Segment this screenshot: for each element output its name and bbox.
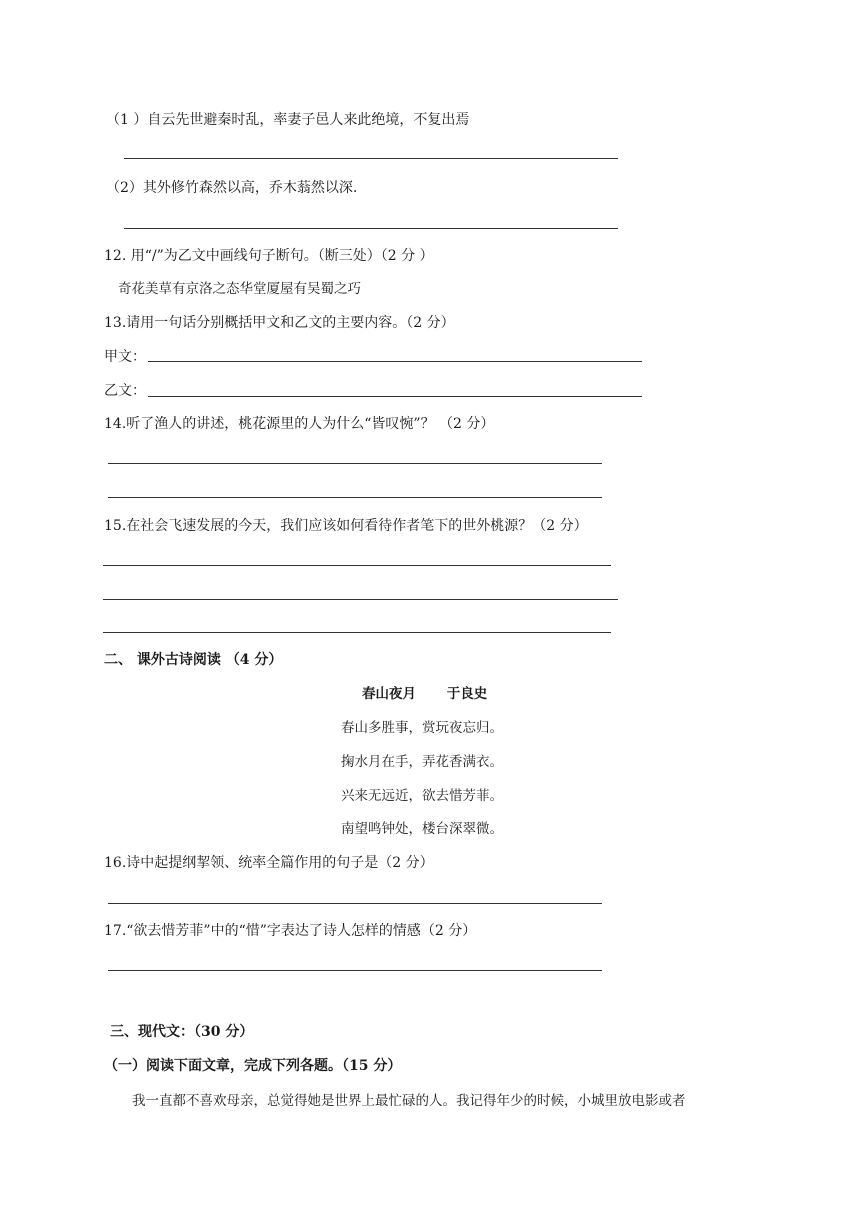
poem-author: 于良史 (446, 686, 488, 702)
answer-line[interactable] (148, 396, 642, 397)
q13-jia-label: 甲文： (104, 349, 146, 365)
poem-line: 春山多胜事，赏玩夜忘归。 (341, 720, 503, 736)
poem-line: 兴来无远近，欲去惜芳菲。 (341, 788, 503, 804)
poem-line: 南望鸣钟处，楼台深翠微。 (341, 821, 503, 837)
q14-prompt: 14.听了渔人的讲述，桃花源里的人为什么“皆叹惋”？ （2 分） (104, 416, 495, 432)
poem-title: 春山夜月 (362, 686, 416, 702)
q16-prompt: 16.诗中起提纲挈领、统率全篇作用的句子是（2 分） (104, 855, 434, 871)
q17-prompt: 17.“欲去惜芳菲”中的“惜”字表达了诗人怎样的情感（2 分） (104, 923, 477, 939)
answer-line[interactable] (124, 228, 618, 229)
answer-line[interactable] (108, 463, 602, 464)
q11-item2: （2）其外修竹森然以高，乔木蓊然以深. (106, 180, 358, 196)
poem-title-row (362, 684, 487, 704)
answer-line[interactable] (103, 632, 611, 633)
answer-line[interactable] (124, 158, 618, 159)
answer-line[interactable] (103, 599, 618, 600)
answer-line[interactable] (108, 970, 602, 971)
poem-line: 掬水月在手，弄花香满衣。 (341, 754, 503, 770)
answer-line[interactable] (148, 361, 642, 362)
section3-paragraph: 我一直都不喜欢母亲，总觉得她是世界上最忙碌的人。我记得年少的时候，小城里放电影或者 (132, 1093, 686, 1109)
q15-prompt: 15.在社会飞速发展的今天，我们应该如何看待作者笔下的世外桃源？（2 分） (104, 518, 588, 534)
section3-heading: 三、现代文：（30 分） (110, 1024, 254, 1040)
q12-sentence: 奇花美草有京洛之态华堂厦屋有吴蜀之巧 (118, 281, 361, 297)
q13-yi-label: 乙文： (104, 383, 146, 399)
q13-prompt: 13.请用一句话分别概括甲文和乙文的主要内容。（2 分） (104, 315, 455, 331)
answer-line[interactable] (103, 565, 611, 566)
answer-line[interactable] (108, 497, 602, 498)
answer-line[interactable] (108, 903, 602, 904)
q12-prompt: 12. 用“/”为乙文中画线句子断句。（断三处）（2 分 ） (104, 248, 434, 264)
section2-heading: 二、 课外古诗阅读 （4 分） (104, 652, 283, 668)
q11-item1: （1 ）自云先世避秦时乱，率妻子邑人来此绝境，不复出焉 (106, 112, 470, 128)
section3-sub-heading: （一）阅读下面文章，完成下列各题。（15 分） (104, 1058, 402, 1074)
